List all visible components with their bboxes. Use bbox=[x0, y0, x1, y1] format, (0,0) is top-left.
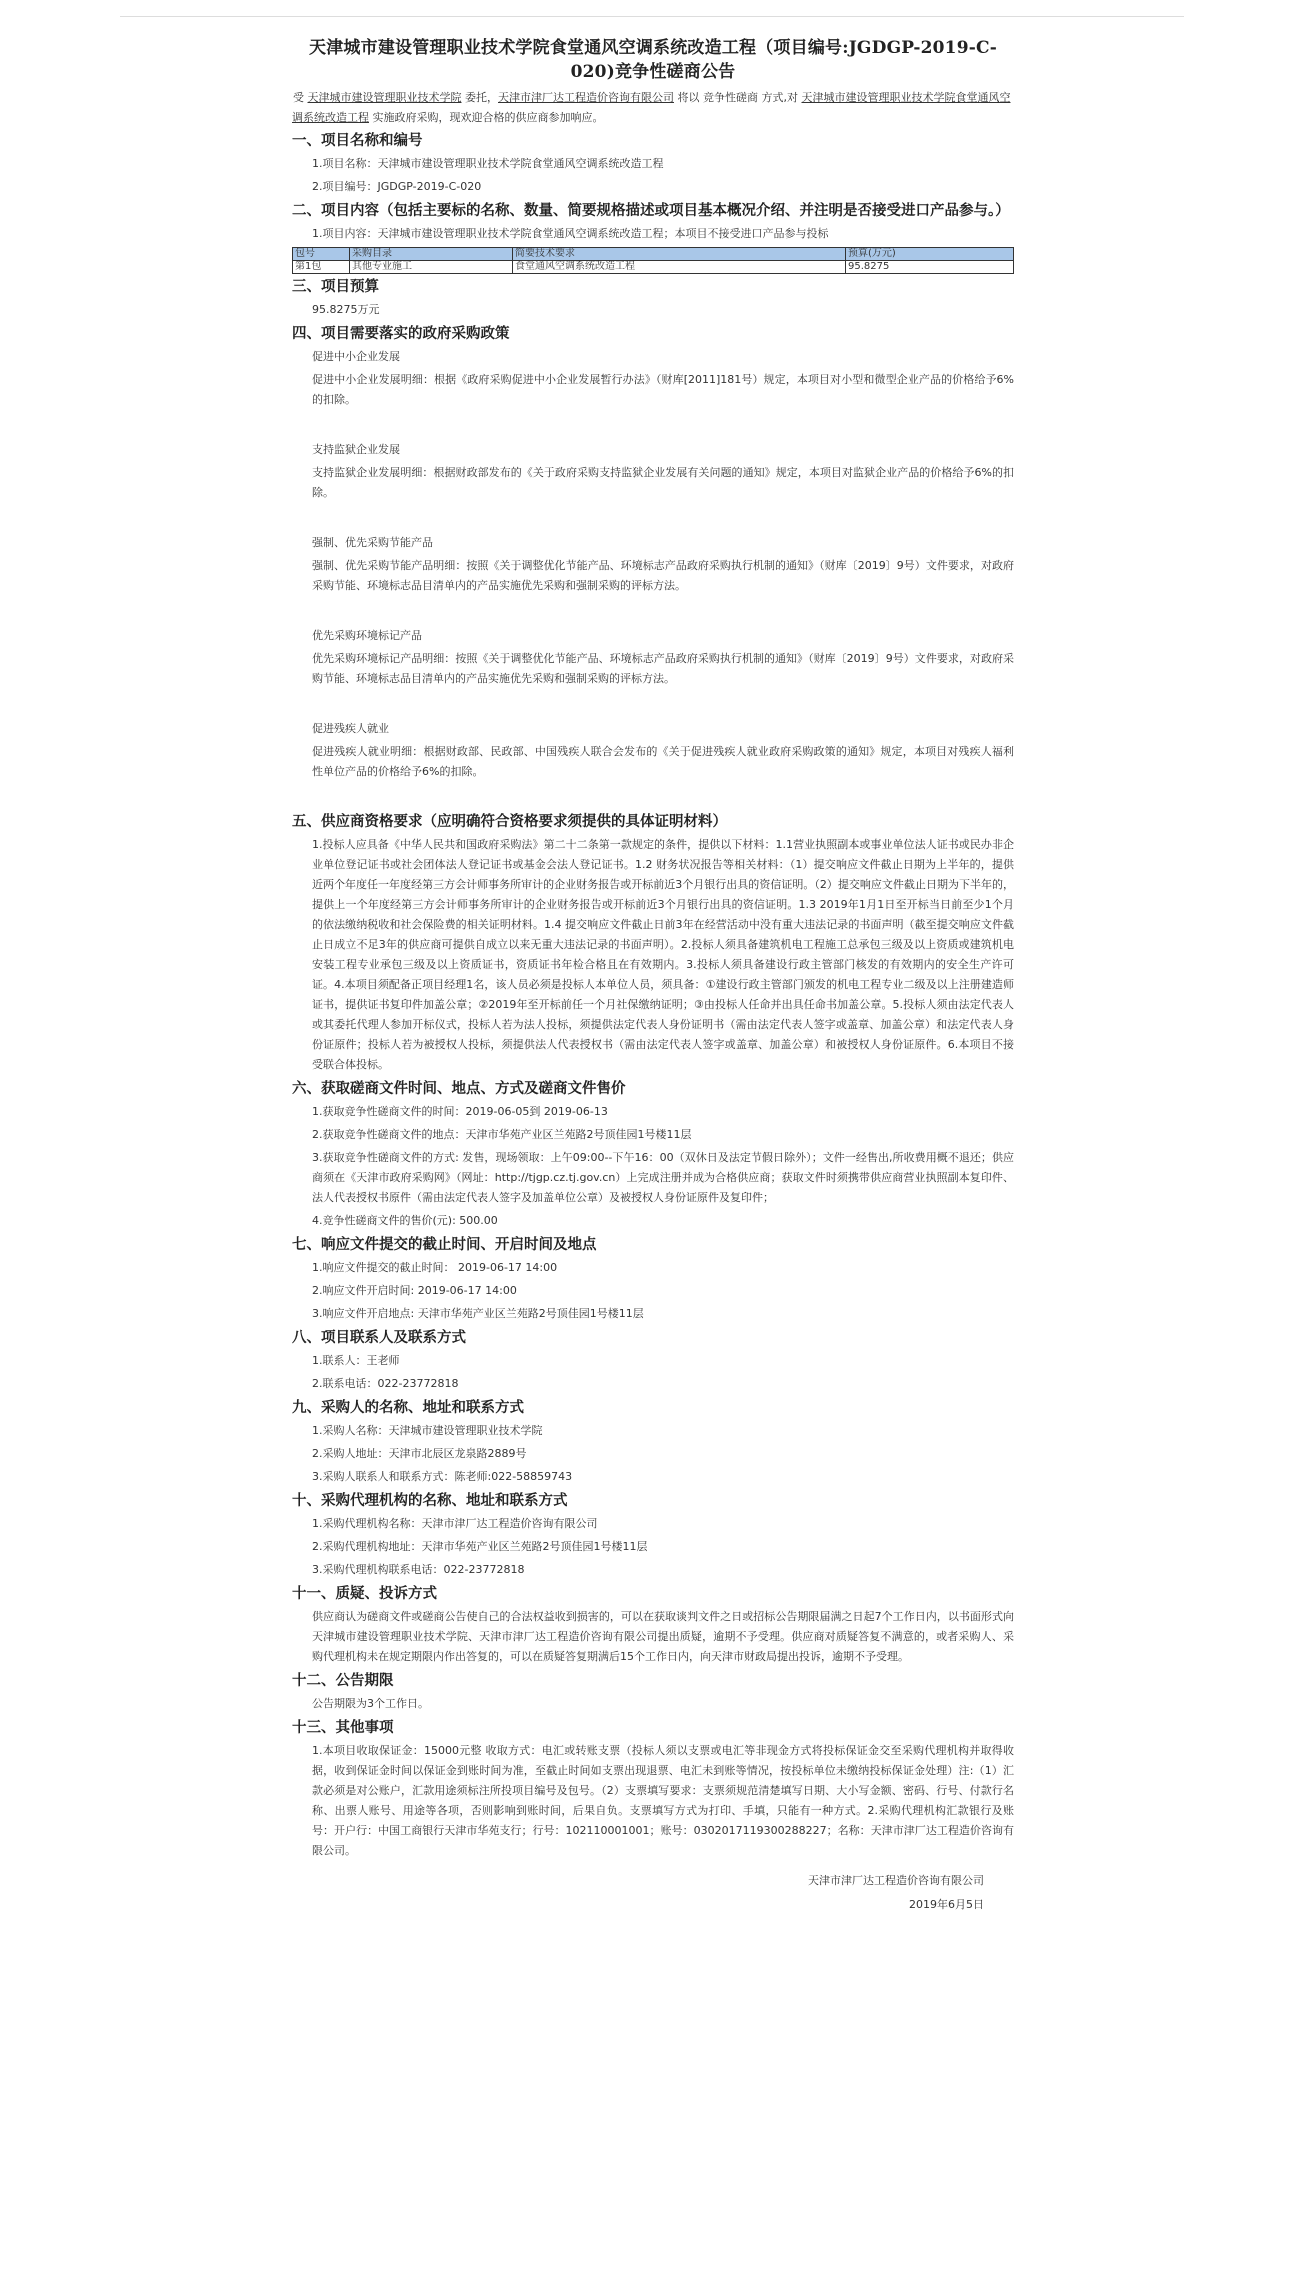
complaint-text: 供应商认为磋商文件或磋商公告使自己的合法权益收到损害的，可以在获取谈判文件之日或招标公告期限届满之日起7个工作日内，以书面形式向 天津城市建设管理职业技术学院、天津市津厂达工程造价咨询有限公司提出质疑，逾期不予受理。供应商对质疑答复不满意的，或者采购人、采购代理机构未在规定期限内作出答复的，可以在质疑答复期满后15个工作日内，向天津市财政局提出投诉，逾期不予受理。 bbox=[312, 1610, 1014, 1663]
section-heading-5: 五、供应商资格要求（应明确符合资格要求须提供的具体证明材料） bbox=[292, 813, 727, 830]
purchaser-link[interactable]: 天津城市建设管理职业技术学院 bbox=[307, 91, 462, 104]
submission-deadline: 1.响应文件提交的截止时间： 2019-06-17 14:00 bbox=[312, 1261, 558, 1274]
agency-address: 2.采购代理机构地址：天津市华苑产业区兰苑路2号顶佳园1号楼11层 bbox=[312, 1540, 648, 1553]
agency-link[interactable]: 天津市津厂达工程造价咨询有限公司 bbox=[498, 91, 674, 104]
section-heading-1: 一、项目名称和编号 bbox=[292, 132, 423, 149]
table-row bbox=[293, 261, 1014, 274]
opening-time: 2.响应文件开启时间: 2019-06-17 14:00 bbox=[312, 1284, 517, 1297]
signature-org: 天津市津厂达工程造价咨询有限公司 bbox=[808, 1874, 984, 1887]
section-heading-7: 七、响应文件提交的截止时间、开启时间及地点 bbox=[292, 1236, 597, 1253]
section-heading-13: 十三、其他事项 bbox=[292, 1719, 394, 1736]
budget-value: 95.8275万元 bbox=[312, 303, 380, 316]
table-header-row bbox=[293, 248, 1014, 261]
policy-detail: 优先采购环境标记产品明细：按照《关于调整优化节能产品、环境标志产品政府采购执行机制的通知》（财库〔2019〕9号）文件要求，对政府采购节能、环境标志品目清单内的产品实施优先采购和强制采购的评标方法。 bbox=[312, 652, 1014, 685]
contact-phone: 2.联系电话：022-23772818 bbox=[312, 1377, 459, 1390]
table-cell: 食堂通风空调系统改造工程 bbox=[513, 261, 846, 274]
signature-date: 2019年6月5日 bbox=[909, 1898, 984, 1911]
opening-location: 3.响应文件开启地点: 天津市华苑产业区兰苑路2号顶佳园1号楼11层 bbox=[312, 1307, 644, 1320]
intro-paragraph bbox=[292, 88, 1014, 128]
lot-table bbox=[292, 247, 1014, 274]
intro-text: 实施政府采购，现欢迎合格的供应商参加响应。 bbox=[369, 111, 604, 124]
other-matters-text: 1.本项目收取保证金：15000元整 收取方式：电汇或转账支票（投标人须以支票或电汇等非现金方式将投标保证金交至采购代理机构并取得收据，收到保证金时间以保证金到账时间为准，至截止时间如支票出现退票、电汇未到账等情况，按投标单位未缴纳投标保证金处理）注:（1）汇款必须是对公账户，汇款用途须标注所投项目编号及包号。（2）支票填写要求：支票须规范清楚填写日期、大小写金额、密码、行号、付款行名称、出票人账号、用途等各项，否则影响到账时间，后果自负。支票填写方式为打印、手填，只能有一种方式。2.采购代理机构汇款银行及账号：开户行：中国工商银行天津市华苑支行；行号：102110001001；账号：0302017119300288227；名称：天津市津厂达工程造价咨询有限公司。 bbox=[312, 1744, 1014, 1857]
doc-method: 3.获取竞争性磋商文件的方式: 发售，现场领取：上午09:00--下午16：00（双休日及法定节假日除外）；文件一经售出,所收费用概不退还；供应商须在《天津市政府采购网》（网址：http://tjgp.cz.tj.gov.cn）上完成注册并成为合格供应商；获取文件时须携带供应商营业执照副本复印件、法人代表授权书原件（需由法定代表人签字及加盖单位公章）及被授权人身份证原件及复印件； bbox=[312, 1151, 1014, 1204]
intro-text: 将以 竞争性磋商 方式,对 bbox=[674, 91, 802, 104]
section-heading-11: 十一、质疑、投诉方式 bbox=[292, 1585, 437, 1602]
purchaser-name: 1.采购人名称：天津城市建设管理职业技术学院 bbox=[312, 1424, 543, 1437]
intro-text: 委托， bbox=[461, 91, 498, 104]
policy-name: 支持监狱企业发展 bbox=[312, 443, 400, 456]
notice-period: 公告期限为3个工作日。 bbox=[312, 1697, 429, 1710]
section-heading-3: 三、项目预算 bbox=[292, 278, 379, 295]
section-heading-6: 六、获取磋商文件时间、地点、方式及磋商文件售价 bbox=[292, 1080, 626, 1097]
policy-name: 优先采购环境标记产品 bbox=[312, 629, 422, 642]
project-content: 1.项目内容：天津城市建设管理职业技术学院食堂通风空调系统改造工程；本项目不接受进口产品参与投标 bbox=[312, 227, 829, 240]
table-header-cell: 包号 bbox=[293, 248, 350, 261]
section-heading-4: 四、项目需要落实的政府采购政策 bbox=[292, 325, 510, 342]
section-heading-12: 十二、公告期限 bbox=[292, 1672, 394, 1689]
agency-phone: 3.采购代理机构联系电话：022-23772818 bbox=[312, 1563, 525, 1576]
qualification-text: 1.投标人应具备《中华人民共和国政府采购法》第二十二条第一款规定的条件，提供以下材料：1.1营业执照副本或事业单位法人证书或民办非企业单位登记证书或社会团体法人登记证书或基金会法人登记证书。1.2 财务状况报告等相关材料：（1）提交响应文件截止日期为上半年的，提供近两个年度任一年度经第三方会计师事务所审计的企业财务报告或开标前近3个月银行出具的资信证明。（2）提交响应文件截止日期为下半年的，提供上一个年度经第三方会计师事务所审计的企业财务报告或开标前近3个月银行出具的资信证明。1.3 2019年1月1日至开标当日前至少1个月的依法缴纳税收和社会保险费的相关证明材料。1.4 提交响应文件截止日前3年在经营活动中没有重大违法记录的书面声明（截至提交响应文件截止日成立不足3年的供应商可提供自成立以来无重大违法记录的书面声明）。2.投标人须具备建筑机电工程施工总承包三级及以上资质或建筑机电安装工程专业承包三级及以上资质证书，资质证书年检合格且在有效期内。3.投标人须具备建设行政主管部门核发的有效期内的安全生产许可证。4.本项目须配备正项目经理1名，该人员必须是投标人本单位人员，须具备：①建设行政主管部门颁发的机电工程专业二级及以上注册建造师证书，提供证书复印件加盖公章；②2019年至开标前任一个月社保缴纳证明；③由投标人任命并出具任命书加盖公章。5.投标人须由法定代表人或其委托代理人参加开标仪式，投标人若为法人投标，须提供法定代表人身份证明书（需由法定代表人签字或盖章、加盖公章）和法定代表人身份证原件；投标人若为被授权人投标，须提供法人代表授权书（需由法定代表人签字或盖章、加盖公章）和被授权人身份证原件。6.本项目不接受联合体投标。 bbox=[312, 838, 1014, 1071]
purchaser-contact: 3.采购人联系人和联系方式：陈老师:022-58859743 bbox=[312, 1470, 573, 1483]
project-link[interactable]: 天津城市建设管理职业技术学院食堂通风空调系统改造工程 bbox=[292, 91, 1011, 124]
doc-price: 4.竞争性磋商文件的售价(元): 500.00 bbox=[312, 1214, 498, 1227]
table-cell: 其他专业施工 bbox=[350, 261, 513, 274]
top-divider bbox=[120, 16, 1184, 17]
contact-person: 1.联系人：王老师 bbox=[312, 1354, 400, 1367]
policy-detail: 促进残疾人就业明细：根据财政部、民政部、中国残疾人联合会发布的《关于促进残疾人就业政府采购政策的通知》规定，本项目对残疾人福利性单位产品的价格给予6%的扣除。 bbox=[312, 745, 1014, 778]
section-heading-9: 九、采购人的名称、地址和联系方式 bbox=[292, 1399, 524, 1416]
table-header-cell: 简要技术要求 bbox=[513, 248, 846, 261]
doc-location: 2.获取竞争性磋商文件的地点：天津市华苑产业区兰苑路2号顶佳园1号楼11层 bbox=[312, 1128, 692, 1141]
policy-name: 促进中小企业发展 bbox=[312, 350, 400, 363]
section-heading-10: 十、采购代理机构的名称、地址和联系方式 bbox=[292, 1492, 568, 1509]
section-heading-2: 二、项目内容（包括主要标的名称、数量、简要规格描述或项目基本概况介绍、并注明是否接受进口产品参与。） bbox=[292, 202, 1010, 219]
policy-detail: 支持监狱企业发展明细：根据财政部发布的《关于政府采购支持监狱企业发展有关问题的通知》规定，本项目对监狱企业产品的价格给予6%的扣除。 bbox=[312, 466, 1014, 499]
announcement bbox=[292, 36, 1014, 1917]
table-header-cell: 采购目录 bbox=[350, 248, 513, 261]
purchaser-address: 2.采购人地址：天津市北辰区龙泉路2889号 bbox=[312, 1447, 527, 1460]
section-heading-8: 八、项目联系人及联系方式 bbox=[292, 1329, 466, 1346]
doc-time: 1.获取竞争性磋商文件的时间：2019-06-05到 2019-06-13 bbox=[312, 1105, 608, 1118]
table-header-cell: 预算(万元) bbox=[846, 248, 1014, 261]
policy-name: 促进残疾人就业 bbox=[312, 722, 389, 735]
table-cell: 95.8275 bbox=[846, 261, 1014, 274]
policy-name: 强制、优先采购节能产品 bbox=[312, 536, 433, 549]
policy-detail: 强制、优先采购节能产品明细：按照《关于调整优化节能产品、环境标志产品政府采购执行机制的通知》（财库〔2019〕9号）文件要求，对政府采购节能、环境标志品目清单内的产品实施优先采购和强制采购的评标方法。 bbox=[312, 559, 1014, 592]
table-cell: 第1包 bbox=[293, 261, 350, 274]
agency-name: 1.采购代理机构名称：天津市津厂达工程造价咨询有限公司 bbox=[312, 1517, 598, 1530]
project-name: 1.项目名称：天津城市建设管理职业技术学院食堂通风空调系统改造工程 bbox=[312, 157, 664, 170]
page-title: 天津城市建设管理职业技术学院食堂通风空调系统改造工程（项目编号:JGDGP-2019-C-020)竞争性磋商公告 bbox=[309, 38, 997, 82]
intro-text: 受 bbox=[293, 91, 308, 104]
policy-detail: 促进中小企业发展明细：根据《政府采购促进中小企业发展暂行办法》（财库[2011]181号）规定，本项目对小型和微型企业产品的价格给予6%的扣除。 bbox=[312, 373, 1014, 406]
project-number: 2.项目编号：JGDGP-2019-C-020 bbox=[312, 180, 482, 193]
